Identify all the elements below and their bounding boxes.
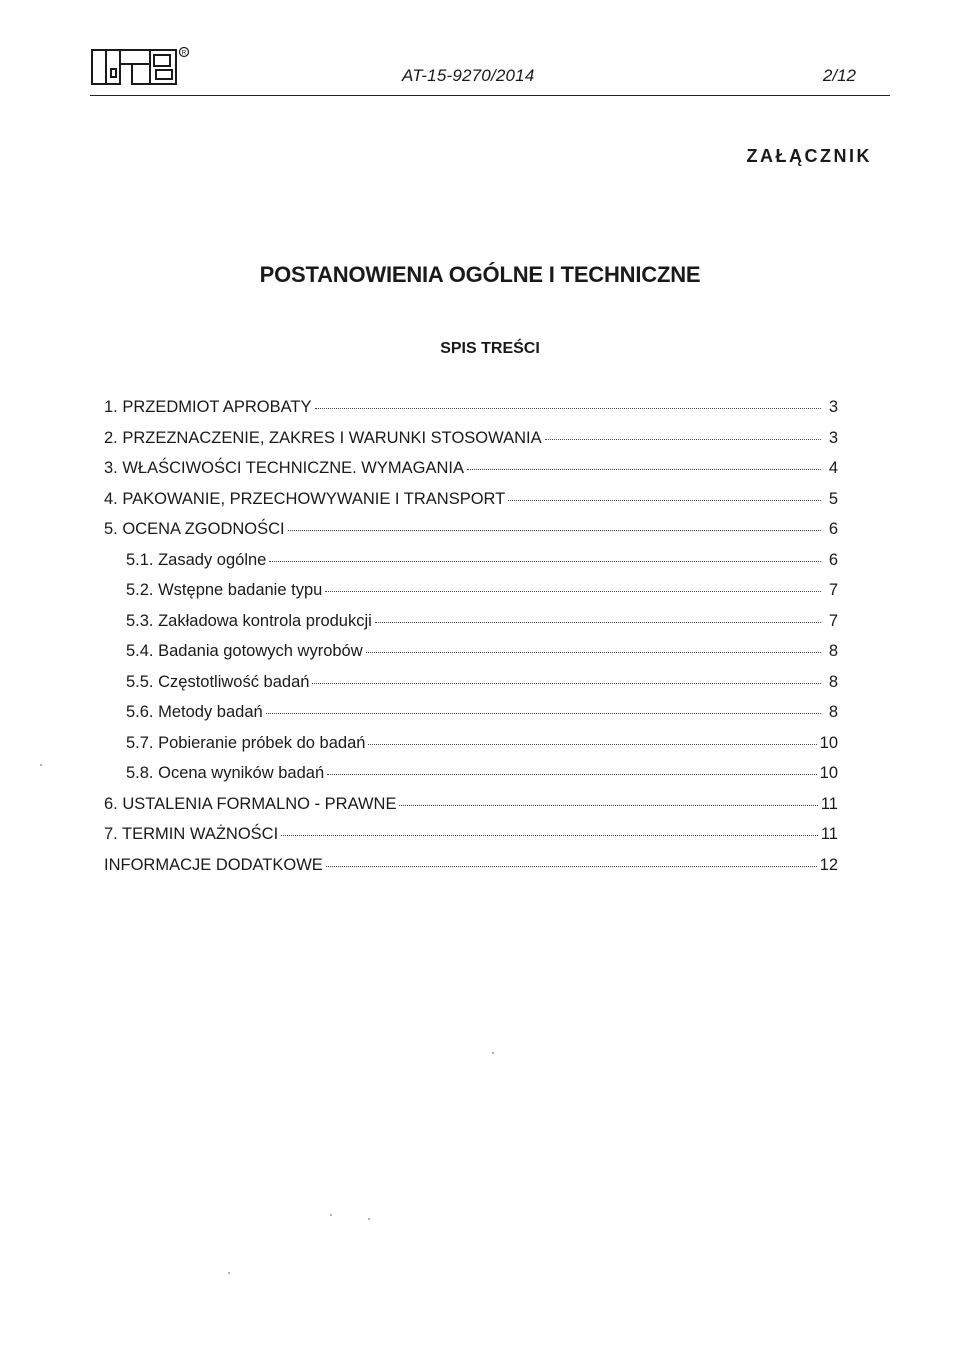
toc-item-label: 4. PAKOWANIE, PRZECHOWYWANIE I TRANSPORT (104, 489, 506, 508)
toc-item (104, 459, 838, 490)
toc-leader (315, 408, 821, 409)
document-number: AT-15-9270/2014 (402, 66, 535, 85)
scan-speck (40, 764, 42, 766)
toc-item (104, 490, 838, 521)
toc-item-page: 3 (828, 428, 838, 447)
header-divider (90, 95, 890, 96)
toc-item-label: 5.6. Metody badań (126, 703, 263, 721)
scan-speck (368, 1218, 370, 1220)
toc-leader (327, 774, 817, 775)
toc-item-page: 8 (828, 642, 838, 660)
toc-item-page: 6 (828, 550, 838, 569)
document-title: POSTANOWIENIA OGÓLNE I TECHNICZNE (259, 262, 701, 287)
toc-leader (312, 683, 821, 684)
toc-item-page: 4 (828, 459, 838, 477)
scan-speck (228, 1272, 230, 1274)
toc-item-page: 11 (820, 825, 838, 843)
toc-item-label: 5.1. Zasady ogólne (126, 550, 267, 569)
table-of-contents (104, 398, 838, 886)
toc-item-page: 8 (828, 672, 838, 691)
page-number: 2/12 (822, 66, 856, 85)
toc-leader (288, 530, 821, 531)
toc-subitem (104, 673, 838, 704)
toc-leader (366, 652, 821, 653)
toc-subitem (104, 551, 838, 582)
toc-leader (508, 500, 821, 501)
toc-leader (326, 866, 817, 867)
toc-item-page: 6 (828, 520, 838, 538)
toc-item-page: 7 (828, 611, 838, 630)
toc-leader (325, 591, 821, 592)
toc-leader (266, 713, 821, 714)
svg-text:R: R (181, 49, 187, 57)
toc-item (104, 825, 838, 856)
page-header (90, 40, 890, 100)
toc-item-label: 7. TERMIN WAŻNOŚCI (104, 825, 279, 843)
toc-item-page: 11 (820, 794, 838, 813)
toc-item-page: 7 (828, 581, 838, 599)
toc-item-label: 5.3. Zakładowa kontrola produkcji (126, 611, 372, 630)
toc-leader (399, 805, 817, 806)
toc-leader (375, 622, 821, 623)
toc-item-label: 5. OCENA ZGODNOŚCI (104, 520, 285, 538)
toc-item (104, 856, 838, 887)
toc-heading: SPIS TREŚCI (440, 340, 540, 357)
toc-leader (281, 835, 818, 836)
toc-subitem (104, 703, 838, 734)
toc-subitem (104, 612, 838, 643)
toc-item-page: 3 (828, 398, 838, 416)
scan-speck (330, 1214, 332, 1216)
toc-item-label: 3. WŁAŚCIWOŚCI TECHNICZNE. WYMAGANIA (104, 459, 464, 477)
toc-subitem (104, 734, 838, 765)
toc-item-label: INFORMACJE DODATKOWE (104, 855, 323, 874)
toc-item-label: 5.8. Ocena wyników badań (126, 764, 325, 782)
toc-item (104, 398, 838, 429)
toc-leader (368, 744, 816, 745)
toc-item-label: 5.7. Pobieranie próbek do badań (126, 733, 366, 752)
toc-item-page: 12 (819, 855, 838, 874)
scan-speck (492, 1052, 494, 1054)
toc-item-page: 10 (819, 764, 838, 782)
toc-item (104, 795, 838, 826)
toc-leader (467, 469, 821, 470)
itb-logo (90, 44, 190, 86)
toc-item-page: 5 (828, 489, 838, 508)
toc-leader (545, 439, 821, 440)
toc-item-label: 5.5. Częstotliwość badań (126, 672, 310, 691)
annex-label: ZAŁĄCZNIK (746, 146, 872, 166)
toc-subitem (104, 764, 838, 795)
toc-subitem (104, 581, 838, 612)
toc-item-page: 8 (828, 703, 838, 721)
toc-item (104, 520, 838, 551)
toc-item (104, 429, 838, 460)
toc-item-label: 2. PRZEZNACZENIE, ZAKRES I WARUNKI STOSOWANIA (104, 428, 542, 447)
toc-item-label: 6. USTALENIA FORMALNO - PRAWNE (104, 794, 397, 813)
toc-leader (269, 561, 821, 562)
toc-item-page: 10 (819, 733, 838, 752)
toc-item-label: 5.4. Badania gotowych wyrobów (126, 642, 363, 660)
toc-item-label: 5.2. Wstępne badanie typu (126, 581, 323, 599)
toc-subitem (104, 642, 838, 673)
toc-item-label: 1. PRZEDMIOT APROBATY (104, 398, 312, 416)
